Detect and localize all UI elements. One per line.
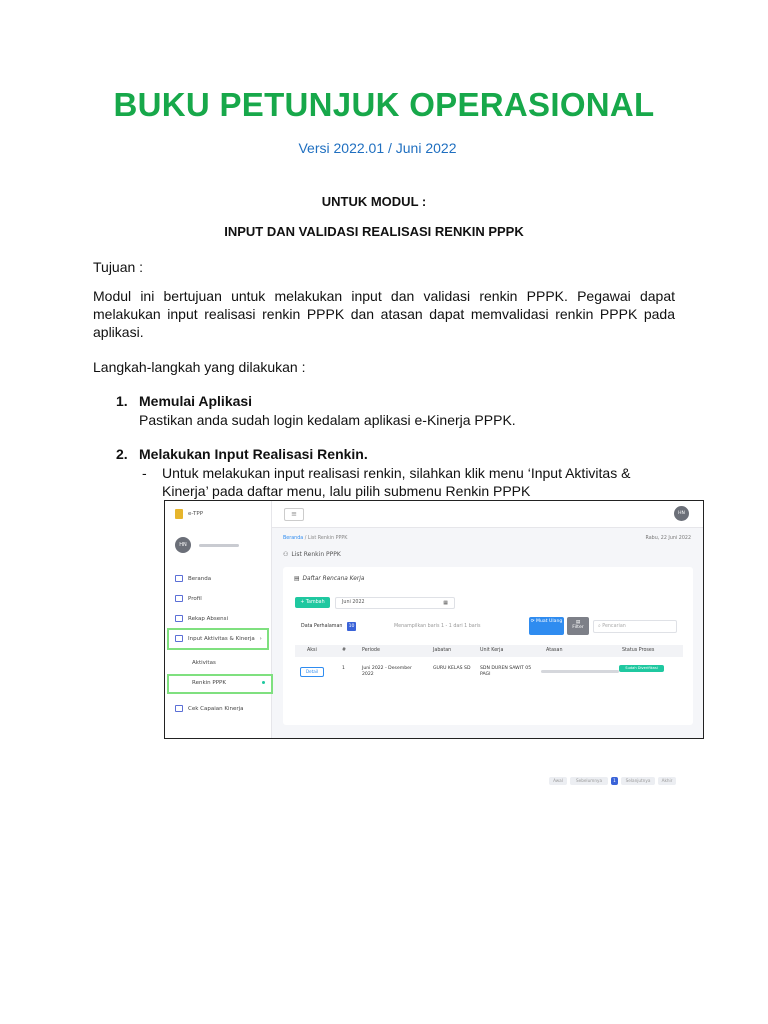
- calendar-icon: [175, 615, 183, 622]
- per-page-label: Data Perhalaman: [301, 624, 343, 629]
- edit-icon: [175, 635, 183, 642]
- sidebar-item-profil[interactable]: Profil: [175, 595, 202, 602]
- period-select[interactable]: Juni 2022 ▦: [335, 597, 455, 609]
- step-2-number: 2.: [116, 446, 128, 462]
- chart-icon: [175, 705, 183, 712]
- profile-icon: [175, 595, 183, 602]
- langkah-label: Langkah-langkah yang dilakukan :: [93, 359, 306, 375]
- per-page-select[interactable]: 10: [348, 624, 355, 629]
- row-number: 1: [342, 666, 345, 671]
- status-badge: Sudah Diverifikasi: [619, 665, 664, 672]
- chevron-down-icon: ›: [259, 635, 262, 642]
- calendar-icon: ▦: [443, 600, 448, 606]
- module-name: INPUT DAN VALIDASI REALISASI RENKIN PPPK: [224, 224, 524, 239]
- user-name-redacted: [199, 544, 239, 547]
- home-icon: [175, 575, 183, 582]
- table-icon: ▤: [294, 576, 300, 582]
- card-title: ▤ Daftar Rencana Kerja: [294, 576, 365, 582]
- col-status-proses: Status Proses: [622, 648, 655, 653]
- module-label: UNTUK MODUL :: [321, 194, 427, 209]
- pagination-first[interactable]: Awal: [549, 777, 567, 785]
- refresh-icon: ⟳: [530, 619, 535, 624]
- step-1-text: Pastikan anda sudah login kedalam aplikasi e-Kinerja PPPK.: [139, 412, 516, 428]
- pagination-page-1[interactable]: 1: [611, 777, 618, 785]
- pagination-next[interactable]: Selanjutnya: [621, 777, 655, 785]
- document-title: BUKU PETUNJUK OPERASIONAL: [113, 86, 655, 123]
- active-dot-icon: [262, 681, 265, 684]
- breadcrumb-current: List Renkin PPPK: [307, 536, 348, 541]
- reload-button[interactable]: ⟳ Muat Ulang: [529, 617, 564, 635]
- sidebar-item-input-aktivitas[interactable]: Input Aktivitas & Kinerja ›: [175, 635, 262, 642]
- detail-button[interactable]: Detail: [300, 667, 324, 677]
- col-atasan: Atasan: [546, 648, 563, 653]
- app-topbar: [272, 501, 703, 528]
- add-button[interactable]: + Tambah: [295, 597, 330, 608]
- step-2-bullet: -: [142, 465, 147, 481]
- breadcrumb: Beranda / List Renkin PPPK: [283, 536, 348, 541]
- col-jabatan: Jabatan: [433, 648, 452, 653]
- breadcrumb-home[interactable]: Beranda: [283, 536, 304, 541]
- user-icon: ⚇: [283, 551, 289, 558]
- sidebar-item-beranda[interactable]: Beranda: [175, 575, 211, 582]
- step-2-text: Untuk melakukan input realisasi renkin, silahkan klik menu ‘Input Aktivitas & Kinerja’ pada daftar menu, lalu pilih submenu Renkin PPPK: [162, 465, 631, 499]
- current-date: Rabu, 22 Juni 2022: [645, 536, 691, 541]
- search-input[interactable]: ⌕ Pencarian: [593, 620, 677, 633]
- showing-text: Menampilkan baris 1 - 1 dari 1 baris: [394, 624, 481, 629]
- filter-button[interactable]: ▤ Filter: [567, 617, 589, 635]
- pagination-last[interactable]: Akhir: [658, 777, 676, 785]
- row-atasan-redacted: [541, 670, 619, 673]
- step-1-number: 1.: [116, 393, 128, 409]
- logo-icon: [175, 509, 183, 519]
- top-avatar[interactable]: HN: [674, 506, 689, 521]
- col-aksi: Aksi: [307, 648, 317, 653]
- pagination-prev[interactable]: Sebelumnya: [570, 777, 608, 785]
- rencana-kerja-card: [283, 567, 693, 783]
- row-jabatan: GURU KELAS SD: [433, 666, 471, 671]
- app-screenshot: [164, 500, 704, 783]
- col-unit-kerja: Unit Kerja: [480, 648, 504, 653]
- app-brand: e-TPP: [188, 511, 204, 517]
- row-unit-kerja: SDN DUREN SAWIT 05 PAGI: [480, 666, 532, 677]
- document-version: Versi 2022.01 / Juni 2022: [298, 140, 457, 156]
- sidebar-item-rekap-absensi[interactable]: Rekap Absensi: [175, 615, 228, 622]
- step-1-title: Memulai Aplikasi: [139, 393, 253, 409]
- step-2-title: Melakukan Input Realisasi Renkin.: [139, 446, 368, 462]
- filter-icon: ▤: [575, 620, 581, 625]
- col-number: #: [342, 648, 347, 653]
- sidebar-subitem-renkin-pppk[interactable]: Renkin PPPK: [192, 680, 226, 686]
- app-sidebar: [165, 501, 272, 738]
- row-period: Juni 2022 - Desember 2022: [362, 666, 412, 677]
- tujuan-text: Modul ini bertujuan untuk melakukan input dan validasi renkin PPPK. Pegawai dapat melakukan input realisasi renkin PPPK dan atasan dapat memvalidasi renkin PPPK pada aplikasi.: [93, 288, 675, 340]
- search-icon: ⌕: [598, 624, 601, 629]
- tujuan-label: Tujuan :: [93, 259, 144, 275]
- sidebar-item-cek-capaian[interactable]: Cek Capaian Kinerja: [175, 705, 244, 712]
- page-title: ⚇ List Renkin PPPK: [283, 551, 341, 558]
- sidebar-subitem-aktivitas[interactable]: Aktivitas: [192, 660, 216, 666]
- col-periode: Periode: [362, 648, 380, 653]
- avatar[interactable]: HN: [175, 537, 191, 553]
- menu-toggle-icon[interactable]: ≡: [284, 508, 304, 521]
